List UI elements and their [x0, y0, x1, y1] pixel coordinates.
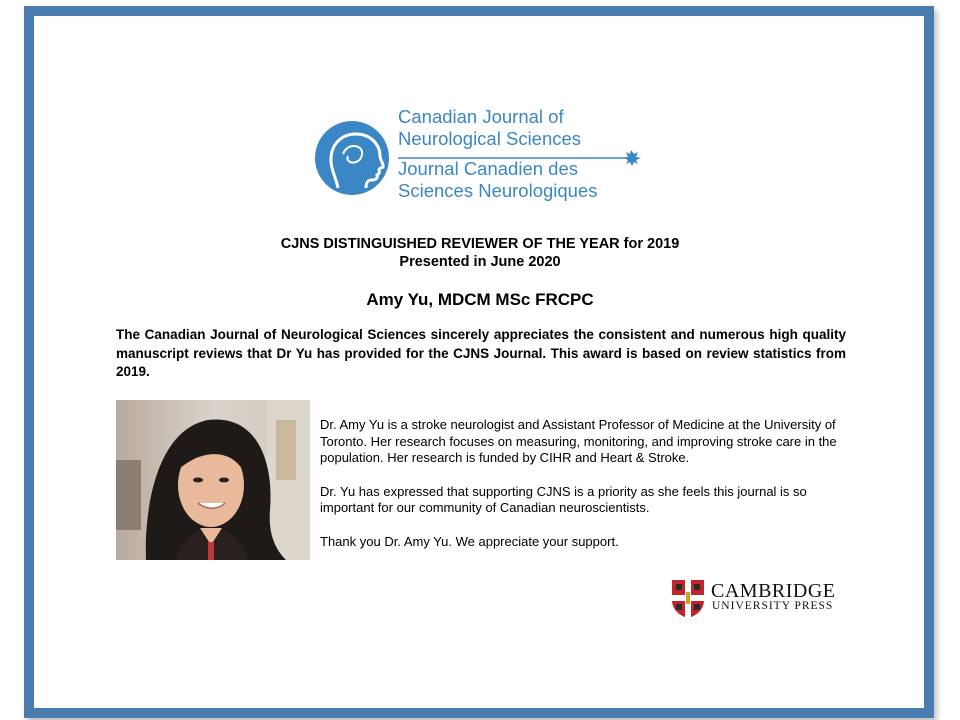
logo-line-4: Sciences Neurologiques — [398, 180, 598, 201]
bio-paragraph-1: Dr. Amy Yu is a stroke neurologist and Assistant Professor of Medicine at the University of Toronto. Her research focuses on measuring, monitoring, and improving stroke care in the population. Her research is funded by CIHR and Heart & Stroke. — [320, 417, 837, 465]
logo-line-2: Neurological Sciences — [398, 128, 582, 149]
bio-text — [320, 417, 850, 567]
presented-date: Presented in June 2020 — [399, 254, 561, 270]
logo-line-3: Journal Canadien des — [398, 158, 578, 179]
portrait-photo — [116, 400, 310, 560]
award-title: CJNS DISTINGUISHED REVIEWER OF THE YEAR for 2019 — [280, 236, 680, 252]
bio-paragraph-2: Dr. Yu has expressed that supporting CJNS is a priority as she feels this journal is so important for our community of Canadian neuroscientists. — [320, 483, 807, 515]
bio-paragraph-3: Thank you Dr. Amy Yu. We appreciate your support. — [320, 533, 619, 549]
journal-name — [398, 106, 598, 202]
award-intro: The Canadian Journal of Neurological Sciences sincerely appreciates the consistent and numerous high quality manuscript reviews that Dr Yu has provided for the CJNS Journal. This award is based on review statistics from 2019. — [116, 327, 846, 379]
recipient-name: Amy Yu, MDCM MSc FRCPC — [366, 290, 594, 309]
logo-line-1: Canadian Journal of — [398, 106, 564, 127]
publisher-name: CAMBRIDGE — [711, 580, 836, 602]
publisher-subtitle: UNIVERSITY PRESS — [712, 600, 834, 612]
